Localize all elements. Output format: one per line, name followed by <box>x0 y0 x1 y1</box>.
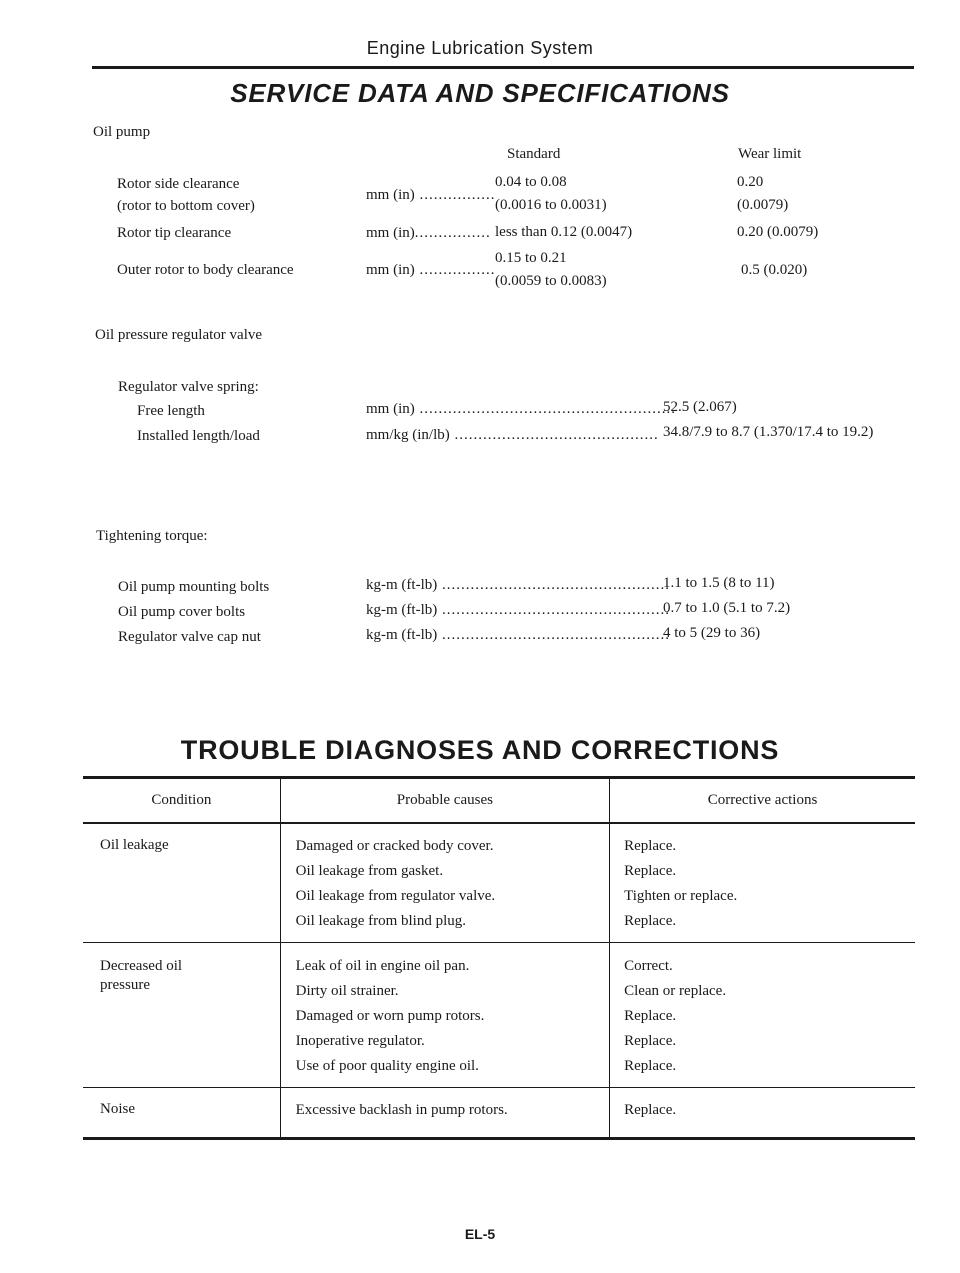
running-head: Engine Lubrication System <box>366 38 594 58</box>
spec-label: (rotor to bottom cover) <box>117 198 255 214</box>
unit-label: mm (in) <box>366 401 415 417</box>
action-text: Correct. <box>624 958 673 974</box>
header-condition: Condition <box>83 778 280 823</box>
regulator-subheading: Regulator valve spring: <box>118 379 259 395</box>
spec-label: Regulator valve cap nut <box>118 629 261 645</box>
header-probable-causes: Probable causes <box>280 778 609 823</box>
condition-cell <box>100 1100 280 1119</box>
wear-limit-value: (0.0079) <box>737 197 789 213</box>
page-number: EL-5 <box>464 1226 496 1242</box>
cause-text: Damaged or cracked body cover. <box>295 838 494 854</box>
condition-cell <box>100 836 280 855</box>
unit-label: kg-m (ft-lb) <box>366 627 438 643</box>
standard-value: less than 0.12 (0.0047) <box>495 224 633 240</box>
cause-text: Damaged or worn pump rotors. <box>295 1008 485 1024</box>
spec-label: Free length <box>137 403 205 419</box>
cause-text: Excessive backlash in pump rotors. <box>295 1102 508 1118</box>
action-text: Replace. <box>624 838 677 854</box>
spec-label: Rotor tip clearance <box>117 225 232 241</box>
causes-cell <box>296 954 609 1079</box>
unit-leader: mm (in) ................ <box>366 187 496 203</box>
torque-heading: Tightening torque: <box>96 528 208 544</box>
action-text: Tighten or replace. <box>624 888 738 904</box>
unit-label: kg-m (ft-lb) <box>366 577 438 593</box>
wear-limit-value: 0.20 (0.0079) <box>737 224 819 240</box>
col-wear-limit-header: Wear limit <box>738 146 802 162</box>
wear-limit-value: 0.5 (0.020) <box>741 262 808 278</box>
action-text: Replace. <box>624 1033 677 1049</box>
spec-value: 1.1 to 1.5 (8 to 11) <box>663 575 775 591</box>
header-rule <box>92 66 914 69</box>
spec-value: 4 to 5 (29 to 36) <box>663 625 761 641</box>
cause-text: Dirty oil strainer. <box>295 983 399 999</box>
table-header-row <box>83 778 915 823</box>
causes-cell <box>296 1098 609 1123</box>
condition-text: pressure <box>100 977 150 993</box>
causes-cell <box>296 834 609 934</box>
standard-value: (0.0059 to 0.0083) <box>495 273 607 289</box>
action-text: Replace. <box>624 1008 677 1024</box>
standard-value: 0.04 to 0.08 <box>495 174 567 190</box>
condition-text: Oil leakage <box>100 837 169 853</box>
condition-text: Decreased oil <box>100 958 183 974</box>
unit-label: kg-m (ft-lb) <box>366 602 438 618</box>
spec-value: 0.7 to 1.0 (5.1 to 7.2) <box>663 600 791 616</box>
standard-value: (0.0016 to 0.0031) <box>495 197 607 213</box>
trouble-title: TROUBLE DIAGNOSES AND CORRECTIONS <box>180 735 780 765</box>
condition-text: Noise <box>100 1101 135 1117</box>
oil-pump-heading: Oil pump <box>93 124 151 140</box>
table-row <box>83 943 915 1088</box>
unit-label: mm/kg (in/lb) <box>366 427 450 443</box>
spec-value: 34.8/7.9 to 8.7 (1.370/17.4 to 19.2) <box>663 424 874 440</box>
unit-leader: kg-m (ft-lb) ................................................ <box>366 602 670 618</box>
spec-value: 52.5 (2.067) <box>663 399 737 415</box>
col-standard-header: Standard <box>507 146 561 162</box>
cause-text: Oil leakage from blind plug. <box>295 913 467 929</box>
unit-label: mm (in) <box>366 187 415 203</box>
spec-label: Rotor side clearance <box>117 176 240 192</box>
unit-leader: mm/kg (in/lb) ........................................... <box>366 427 659 443</box>
action-text: Replace. <box>624 913 677 929</box>
unit-leader: mm (in) ................ <box>366 262 496 278</box>
cause-text: Inoperative regulator. <box>295 1033 425 1049</box>
spec-label: Oil pump mounting bolts <box>118 579 270 595</box>
action-text: Replace. <box>624 863 677 879</box>
actions-cell <box>624 834 915 934</box>
action-text: Clean or replace. <box>624 983 727 999</box>
regulator-heading: Oil pressure regulator valve <box>95 327 263 343</box>
spec-label: Outer rotor to body clearance <box>117 262 294 278</box>
unit-leader: mm (in)................ <box>366 225 491 241</box>
unit-leader: kg-m (ft-lb) ................................................ <box>366 577 670 593</box>
unit-label: mm (in) <box>366 225 415 241</box>
unit-leader: kg-m (ft-lb) ................................................ <box>366 627 670 643</box>
trouble-table <box>83 778 915 1140</box>
cause-text: Leak of oil in engine oil pan. <box>295 958 470 974</box>
actions-cell <box>624 954 915 1079</box>
condition-cell <box>100 957 280 995</box>
cause-text: Oil leakage from regulator valve. <box>295 888 496 904</box>
table-row <box>83 1088 915 1139</box>
standard-value: 0.15 to 0.21 <box>495 250 567 266</box>
unit-leader: mm (in) ...................................................... <box>366 401 676 417</box>
action-text: Replace. <box>624 1058 677 1074</box>
header-corrective-actions: Corrective actions <box>610 778 915 823</box>
wear-limit-value: 0.20 <box>737 174 764 190</box>
actions-cell <box>624 1098 915 1123</box>
service-data-title: SERVICE DATA AND SPECIFICATIONS <box>230 78 730 108</box>
spec-label: Installed length/load <box>137 428 260 444</box>
cause-text: Oil leakage from gasket. <box>295 863 444 879</box>
action-text: Replace. <box>624 1102 677 1118</box>
unit-label: mm (in) <box>366 262 415 278</box>
table-row <box>83 823 915 943</box>
spec-label: Oil pump cover bolts <box>118 604 246 620</box>
cause-text: Use of poor quality engine oil. <box>295 1058 479 1074</box>
